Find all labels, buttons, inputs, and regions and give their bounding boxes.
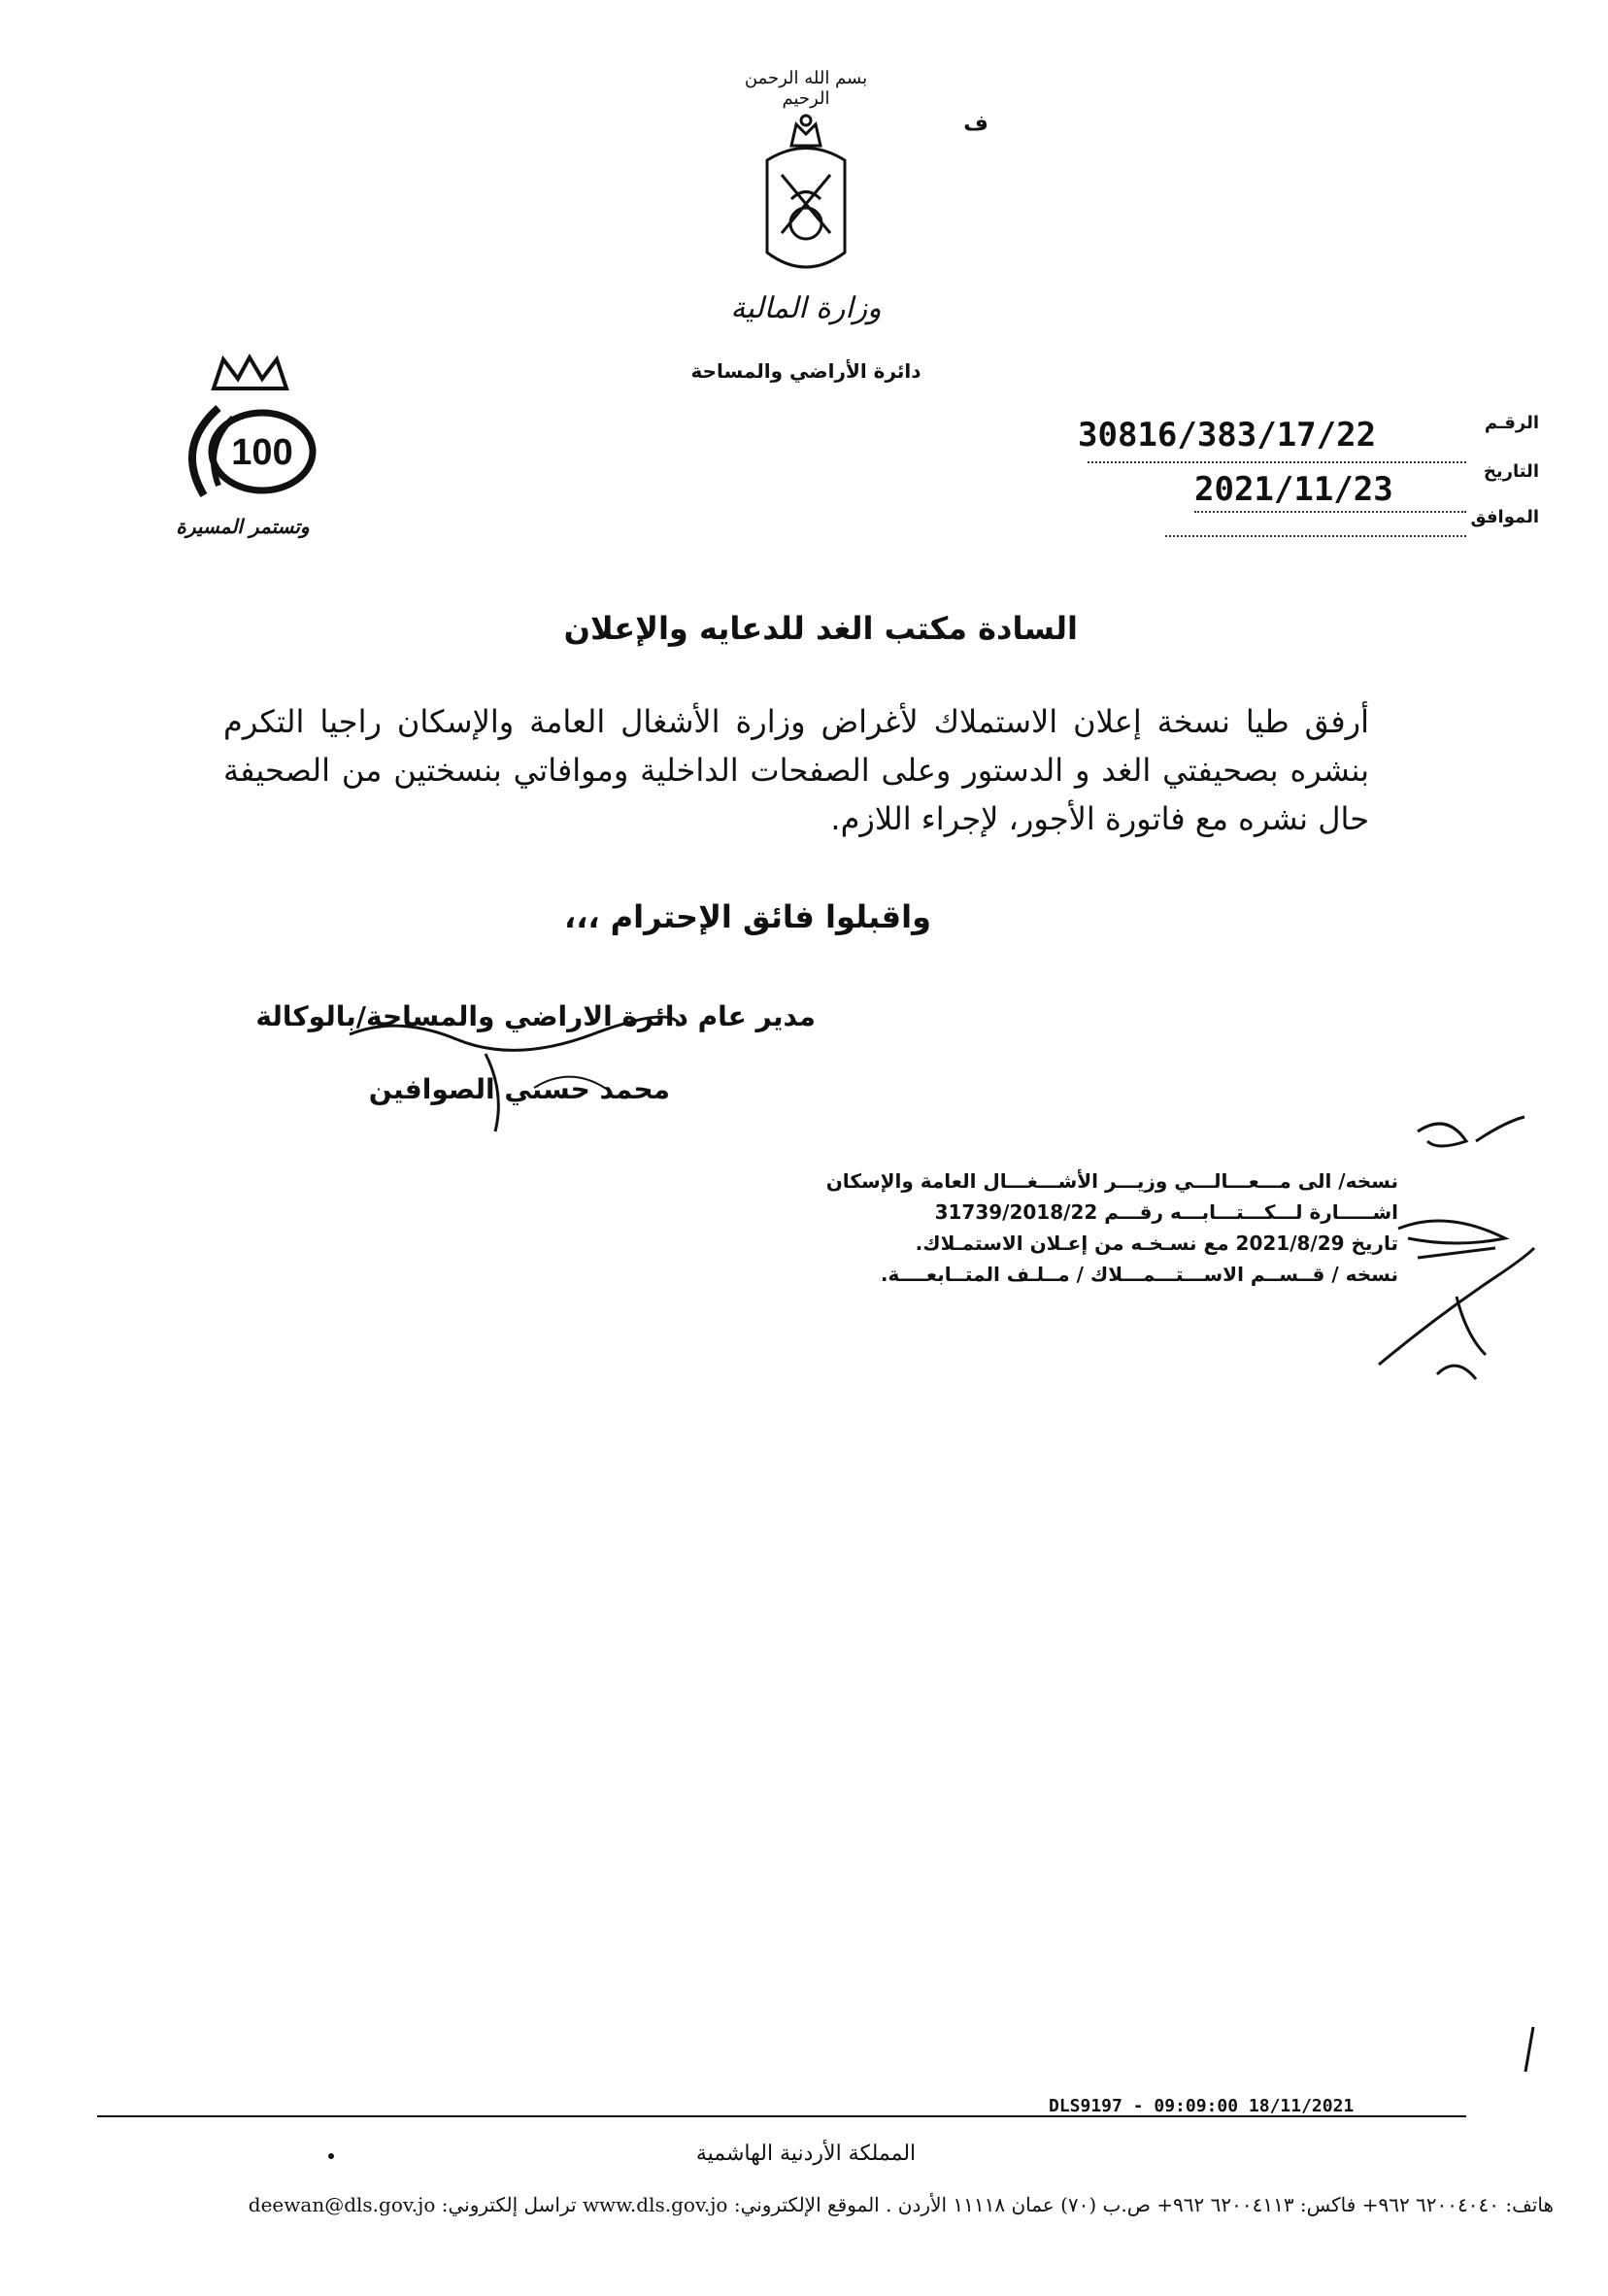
footer-country: المملكة الأردنية الهاشمية — [695, 2142, 917, 2166]
reference-number-line — [1088, 461, 1466, 463]
footer-contact: هاتف: ٦٢٠٠٤٠٤٠ ٩٦٢+ فاكس: ٦٢٠٠٤١١٣ ٩٦٢+ ص.ب (٧٠) عمان ١١١١٨ الأردن . الموقع الإلكتروني: www.dls.gov.jo تراسل إلكتروني: deewan@dls.gov.jo — [248, 2193, 1554, 2216]
reference-date-line — [1194, 511, 1466, 513]
handwritten-initials-icon — [1359, 1102, 1554, 1394]
signer-name: محمد حسني الصوافين — [368, 1073, 670, 1105]
reference-number-label: الرقـم — [1484, 413, 1539, 433]
department-name: دائرة الأراضي والمساحة — [690, 359, 921, 383]
basmala: بسم الله الرحمن الرحيم — [744, 68, 868, 109]
centennial-number: 100 — [231, 432, 293, 473]
cc-block — [777, 1165, 1398, 1290]
footer-document-id: DLS9197 - 09:09:00 18/11/2021 — [1049, 2096, 1355, 2116]
cc-line: اشـــــارة لـــكـــتـــابـــه رقـــم 31739/2018/22 — [934, 1200, 1398, 1224]
cc-line: نسخه / قــســم الاســـتـــمـــلاك / مــلـف المتــابعــــة. — [880, 1263, 1398, 1286]
handwritten-signature-icon — [340, 996, 689, 1141]
pen-tick-icon — [1520, 2025, 1539, 2074]
signer-title: مدير عام دائرة الاراضي والمساحة/بالوكالة — [255, 1000, 816, 1032]
reference-hijri-line — [1165, 535, 1466, 537]
margin-mark: ف — [963, 112, 988, 136]
ministry-name: وزارة المالية — [730, 291, 882, 325]
letter-recipient: السادة مكتب الغد للدعايه والإعلان — [563, 610, 1078, 647]
footer-divider — [97, 2115, 1466, 2117]
letter-closing: واقبلوا فائق الإحترام ،،، — [564, 898, 931, 935]
reference-date-label: التاريخ — [1483, 461, 1539, 482]
reference-number: 30816/383/17/22 — [1078, 416, 1377, 455]
footer-dot — [328, 2153, 334, 2159]
centennial-caption: وتستمر المسيرة — [176, 515, 310, 538]
cc-line: تاريخ 2021/8/29 مع نسـخـه من إعـلان الاستمـلاك. — [915, 1232, 1398, 1255]
jordan-coat-of-arms-icon — [748, 107, 864, 291]
letter-body: أرفق طيا نسخة إعلان الاستملاك لأغراض وزارة الأشغال العامة والإسكان راجيا التكرم بنشره بصحيفتي الغد و الدستور وعلى الصفحات الداخلية وموافاتي بنسختين من الصحيفة حال نشره مع فاتورة الأجور، لإجراء اللازم. — [223, 703, 1369, 837]
reference-date: 2021/11/23 — [1194, 470, 1393, 509]
cc-line: نسخه/ الى مـــعـــالـــي وزيـــر الأشـــغـــال العامة والإسكان — [825, 1169, 1398, 1193]
reference-hijri-label: الموافق — [1470, 507, 1539, 527]
